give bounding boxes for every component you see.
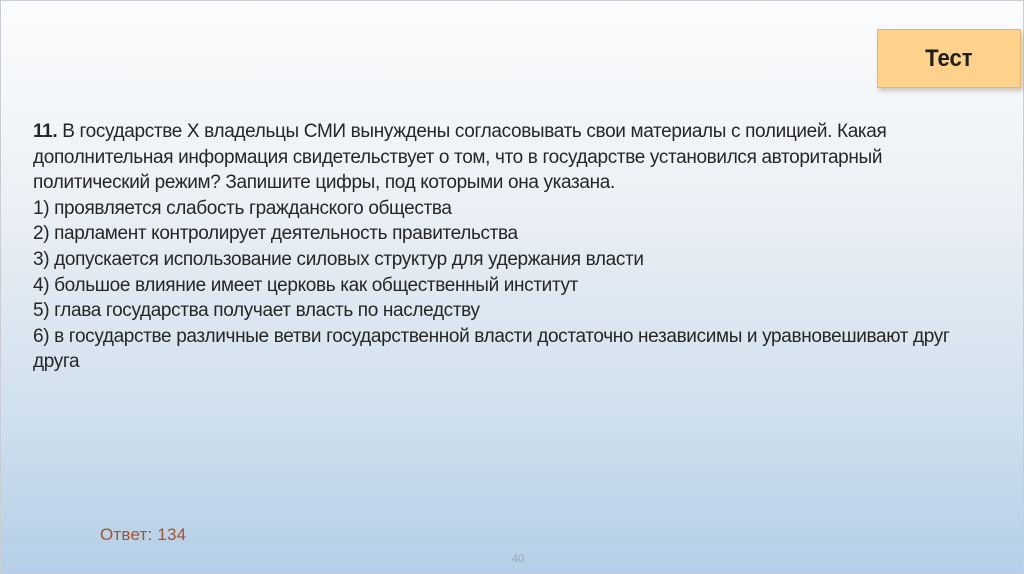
question-body: В государстве Х владельцы СМИ вынуждены согласовывать свои материалы с полицией. Какая дополнительная информация свидетельствует о том, что в государстве установился авторитарный политический режим? Запишите цифры, под которыми она указана. [33,121,887,194]
option-4: 4) большое влияние имеет церковь как общественный институт [33,274,579,296]
answer-options [33,196,993,375]
answer-text: Ответ: 134 [100,525,187,544]
question-number: 11. [33,121,58,142]
option-5: 5) глава государства получает власть по наследству [33,300,480,322]
page-number: 40 [511,553,525,565]
test-badge-label: Тест [925,44,973,72]
option-3: 3) допускается использование силовых структур для удержания власти [33,248,644,270]
option-1: 1) проявляется слабость гражданского общества [33,197,452,219]
question-text [33,119,993,196]
question-block [33,119,993,375]
option-6: 6) в государстве различные ветви государственной власти достаточно независимы и уравновешивают друг друга [33,325,950,373]
option-2: 2) парламент контролирует деятельность правительства [33,223,518,245]
test-badge [877,29,1021,88]
